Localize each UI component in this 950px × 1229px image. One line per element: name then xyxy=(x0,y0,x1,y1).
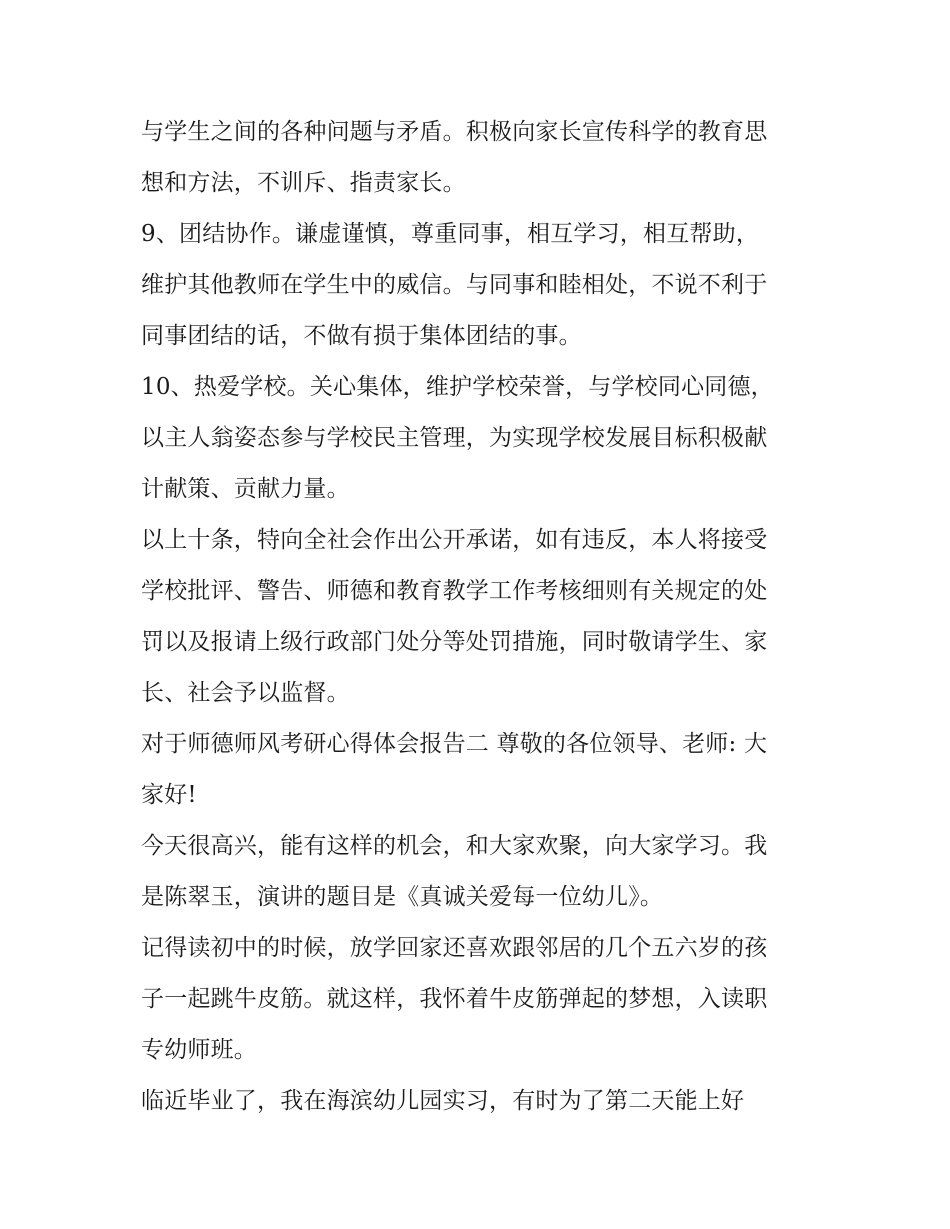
text-line: 10、热爱学校。关心集体，维护学校荣誉，与学校同心同德， xyxy=(141,374,774,400)
text-line: 记得读初中的时候，放学回家还喜欢跟邻居的几个五六岁的孩 xyxy=(141,935,768,961)
text-line: 是陈翠玉，演讲的题目是《真诚关爱每一位幼儿》。 xyxy=(141,884,664,910)
text-line: 长、社会予以监督。 xyxy=(141,680,350,706)
text-line: 今天很高兴，能有这样的机会，和大家欢聚，向大家学习。我 xyxy=(141,833,768,859)
text-line: 临近毕业了，我在海滨幼儿园实习，有时为了第二天能上好 xyxy=(141,1088,745,1114)
text-line: 子一起跳牛皮筋。就这样，我怀着牛皮筋弹起的梦想，入读职 xyxy=(141,986,768,1012)
text-line: 以上十条，特向全社会作出公开承诺，如有违反，本人将接受 xyxy=(141,527,768,553)
text-line: 同事团结的话，不做有损于集体团结的事。 xyxy=(141,323,582,349)
text-line: 家好! xyxy=(141,782,197,808)
text-line: 以主人翁姿态参与学校民主管理，为实现学校发展目标积极献 xyxy=(141,425,768,451)
document-body xyxy=(141,107,821,1127)
text-line: 想和方法，不训斥、指责家长。 xyxy=(141,170,466,196)
text-line: 对于师德师风考研心得体会报告二 尊敬的各位领导、老师: 大 xyxy=(141,731,768,757)
text-line: 专幼师班。 xyxy=(141,1037,257,1063)
text-line: 计献策、贡献力量。 xyxy=(141,476,350,502)
text-line: 9、团结协作。谦虚谨慎，尊重同事，相互学习，相互帮助， xyxy=(141,221,760,247)
text-line: 与学生之间的各种问题与矛盾。积极向家长宣传科学的教育思 xyxy=(141,119,768,145)
text-line: 罚以及报请上级行政部门处分等处罚措施，同时敬请学生、家 xyxy=(141,629,768,655)
text-line: 维护其他教师在学生中的威信。与同事和睦相处，不说不利于 xyxy=(141,272,768,298)
text-line: 学校批评、警告、师德和教育教学工作考核细则有关规定的处 xyxy=(141,578,768,604)
